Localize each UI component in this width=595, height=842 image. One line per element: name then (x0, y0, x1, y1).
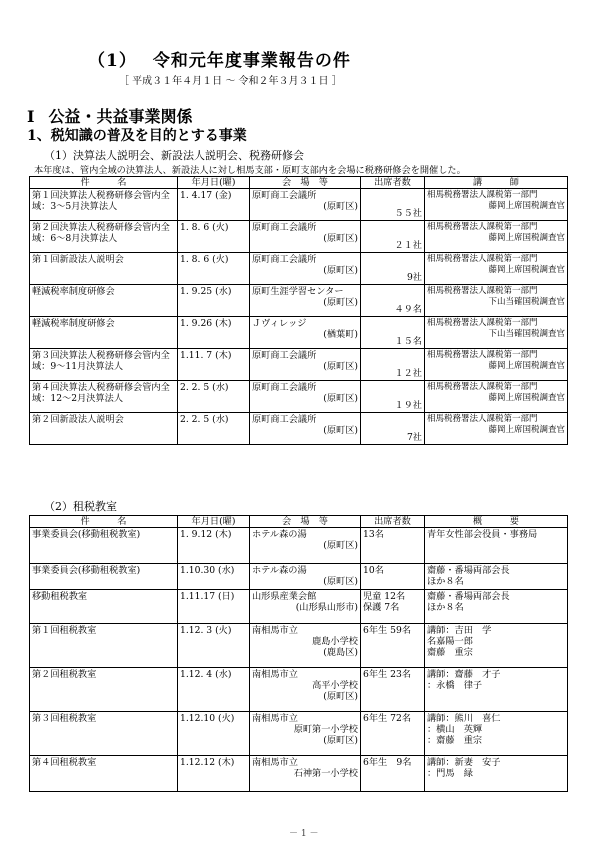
instructor-office: 相馬税務署法人課税第一部門 (427, 318, 538, 328)
venue-name: 原町商工会議所 (252, 414, 317, 425)
event-name-cell: 第１回決算法人税務研修会管内全域：3～5月決算法人 (30, 189, 178, 221)
column-header: 年月日(曜) (178, 177, 250, 189)
venue-area: (原町区) (323, 576, 358, 587)
date-cell: 1.12. 4 (水) (178, 668, 250, 712)
overview-line: ：門馬 緑 (427, 768, 473, 779)
venue-area: (原町区) (323, 540, 358, 551)
table-row (30, 624, 568, 668)
venue-cell (250, 253, 361, 285)
venue-cell (250, 317, 361, 349)
attendance-main: 13名 (363, 529, 384, 540)
attendance-cell (361, 712, 425, 756)
overview-line: ：永橋 律子 (427, 680, 483, 691)
overview-line: 講師：新妻 安子 (427, 757, 501, 768)
part1-intro: 本年度は、管内全域の決算法人、新設法人に対し相馬支部・原町支部内を会場に税務研修会を開催した。 (34, 165, 466, 176)
reporting-period: ［ 平成３１年４月１日 ～ 令和２年３月３１日 ］ (119, 76, 342, 87)
venue-name: 原町商工会議所 (252, 222, 317, 233)
venue-cell (250, 668, 361, 712)
column-header: 出席者数 (361, 177, 425, 189)
venue-name: 南相馬市立 (252, 625, 298, 636)
attendance-main: 6年生 9名 (363, 757, 412, 768)
attendance-cell: １５名 (361, 317, 425, 349)
date-cell: 1.12.10 (火) (178, 712, 250, 756)
venue-name: 原町商工会議所 (252, 190, 317, 201)
venue-area: (楢葉町) (323, 329, 358, 340)
instructor-name: 藤岡上席国税調査官 (488, 393, 565, 403)
date-cell: 1.12.12 (木) (178, 756, 250, 792)
instructor-name: 下山当確国税調査官 (488, 297, 565, 307)
venue-area: (鹿島区) (323, 647, 358, 658)
date-cell: 1. 9.26 (木) (178, 317, 250, 349)
venue-area: (原町区) (323, 297, 358, 308)
seminar-table (29, 176, 568, 445)
attendance-cell: ５５社 (361, 189, 425, 221)
venue-area: (原町区) (323, 361, 358, 372)
part1-heading: （1）決算法人説明会、新設法人説明会、税務研修会 (44, 149, 304, 162)
venue-name: 原町商工会議所 (252, 350, 317, 361)
event-name-cell: 第４回決算法人税務研修会管内全域：12～2月決算法人 (30, 381, 178, 413)
overview-cell (425, 712, 568, 756)
venue-name: 南相馬市立 (252, 713, 298, 724)
date-cell: 1.10.30 (水) (178, 564, 250, 590)
venue-cell (250, 221, 361, 253)
instructor-name: 藤岡上席国税調査官 (488, 265, 565, 275)
instructor-name: 藤岡上席国税調査官 (488, 233, 565, 243)
venue-school: 高平小学校 (312, 680, 358, 691)
venue-cell (250, 413, 361, 445)
attendance-cell: 7社 (361, 413, 425, 445)
venue-name: 山形県産業会館 (252, 591, 317, 602)
column-header: 概 要 (425, 516, 568, 528)
part2-heading: （2）租税教室 (44, 500, 117, 513)
event-name-cell: 第１回新設法人説明会 (30, 253, 178, 285)
instructor-office: 相馬税務署法人課税第一部門 (427, 414, 538, 424)
venue-cell (250, 349, 361, 381)
venue-area: (原町区) (323, 265, 358, 276)
title-number: （1） (88, 51, 137, 71)
overview-line: 講師：吉田 学 (427, 625, 492, 636)
table-row (30, 528, 568, 564)
instructor-office: 相馬税務署法人課税第一部門 (427, 190, 538, 200)
date-cell: 1. 9.12 (木) (178, 528, 250, 564)
overview-line: ：齋藤 重宗 (427, 735, 483, 746)
attendance-cell (361, 624, 425, 668)
table-row (30, 712, 568, 756)
attendance-main: 6年生 59名 (363, 625, 412, 636)
document-title (88, 46, 351, 71)
date-cell: 1. 9.25 (水) (178, 285, 250, 317)
instructor-office: 相馬税務署法人課税第一部門 (427, 254, 538, 264)
venue-cell (250, 590, 361, 624)
venue-cell (250, 564, 361, 590)
venue-area: (原町区) (323, 233, 358, 244)
page-number: － 1 － (289, 829, 319, 839)
overview-line: 講師：齋藤 才子 (427, 669, 501, 680)
overview-line: ほか８名 (427, 576, 464, 587)
date-cell: 1.12. 3 (火) (178, 624, 250, 668)
venue-school: 石神第一小学校 (293, 768, 358, 779)
overview-line: 齋藤・番場両部会長 (427, 565, 510, 576)
attendance-cell: ２１社 (361, 221, 425, 253)
venue-area: (原町区) (323, 425, 358, 436)
attendance-main: 児童 12名 (363, 591, 406, 602)
event-name-cell: 事業委員会(移動租税教室) (30, 528, 178, 564)
subsection-heading: 1、税知識の普及を目的とする事業 (27, 128, 247, 144)
instructor-office: 相馬税務署法人課税第一部門 (427, 286, 538, 296)
attendance-main: 6年生 72名 (363, 713, 412, 724)
event-name-cell: 軽減税率制度研修会 (30, 285, 178, 317)
instructor-office: 相馬税務署法人課税第一部門 (427, 222, 538, 232)
venue-name: 南相馬市立 (252, 757, 298, 768)
table-row (30, 668, 568, 712)
instructor-cell (425, 253, 568, 285)
overview-line: 講師：熊川 喜仁 (427, 713, 501, 724)
event-name-cell: 第２回決算法人税務研修会管内全域：6～8月決算法人 (30, 221, 178, 253)
column-header: 件 名 (30, 177, 178, 189)
table-row (30, 564, 568, 590)
title-text: 令和元年度事業報告の件 (152, 51, 351, 71)
venue-cell (250, 712, 361, 756)
instructor-office: 相馬税務署法人課税第一部門 (427, 350, 538, 360)
venue-name: 原町生涯学習センター (252, 286, 344, 297)
section-title: 公益・共益事業関係 (48, 107, 193, 126)
instructor-name: 藤岡上席国税調査官 (488, 425, 565, 435)
venue-cell (250, 381, 361, 413)
table-header-row (30, 516, 568, 528)
attendance-cell (361, 528, 425, 564)
venue-area: (山形県山形市) (295, 602, 358, 613)
event-name-cell: 事業委員会(移動租税教室) (30, 564, 178, 590)
attendance-cell (361, 564, 425, 590)
event-name-cell: 第３回決算法人税務研修会管内全域：9～11月決算法人 (30, 349, 178, 381)
venue-name: ホテル森の湯 (252, 565, 307, 576)
attendance-main: 10名 (363, 565, 384, 576)
overview-cell (425, 624, 568, 668)
instructor-office: 相馬税務署法人課税第一部門 (427, 382, 538, 392)
overview-cell (425, 590, 568, 624)
instructor-cell (425, 349, 568, 381)
attendance-cell (361, 756, 425, 792)
table-row (30, 413, 568, 445)
attendance-cell: ４９名 (361, 285, 425, 317)
date-cell: 2. 2. 5 (水) (178, 413, 250, 445)
venue-cell (250, 624, 361, 668)
attendance-main: 6年生 23名 (363, 669, 412, 680)
venue-name: 原町商工会議所 (252, 254, 317, 265)
venue-school: 原町第一小学校 (293, 724, 358, 735)
overview-line: ：横山 英輝 (427, 724, 483, 735)
instructor-cell (425, 413, 568, 445)
overview-cell (425, 564, 568, 590)
venue-school: 鹿島小学校 (312, 636, 358, 647)
venue-name: 原町商工会議所 (252, 382, 317, 393)
table-header-row (30, 177, 568, 189)
overview-cell (425, 756, 568, 792)
table-row (30, 221, 568, 253)
table-row (30, 381, 568, 413)
section-numeral: Ⅰ (27, 107, 35, 126)
instructor-cell (425, 189, 568, 221)
instructor-name: 下山当確国税調査官 (488, 329, 565, 339)
overview-line: ほか８名 (427, 602, 464, 613)
venue-name: 南相馬市立 (252, 669, 298, 680)
overview-line: 齋藤 重宗 (427, 647, 473, 658)
instructor-cell (425, 221, 568, 253)
venue-cell (250, 189, 361, 221)
venue-area: (原町区) (323, 201, 358, 212)
venue-area: (原町区) (323, 735, 358, 746)
overview-line: 名嘉陽一郎 (427, 636, 473, 647)
overview-cell (425, 668, 568, 712)
column-header: 会 場 等 (250, 177, 361, 189)
attendance-cell (361, 590, 425, 624)
tax-class-table (29, 515, 568, 792)
venue-name: Ｊヴィレッジ (252, 318, 307, 329)
column-header: 年月日(曜) (178, 516, 250, 528)
event-name-cell: 第２回租税教室 (30, 668, 178, 712)
table-row (30, 590, 568, 624)
table-row (30, 349, 568, 381)
attendance-extra: 保護 7名 (363, 602, 400, 613)
venue-area: (原町区) (323, 393, 358, 404)
column-header: 会 場 等 (250, 516, 361, 528)
date-cell: 1. 4.17 (金) (178, 189, 250, 221)
table-row (30, 285, 568, 317)
event-name-cell: 軽減税率制度研修会 (30, 317, 178, 349)
overview-line: 青年女性部会役員・事務局 (427, 529, 538, 540)
attendance-cell: １９社 (361, 381, 425, 413)
date-cell: 2. 2. 5 (水) (178, 381, 250, 413)
date-cell: 1. 8. 6 (火) (178, 253, 250, 285)
attendance-cell: 9社 (361, 253, 425, 285)
event-name-cell: 第１回租税教室 (30, 624, 178, 668)
table-row (30, 189, 568, 221)
date-cell: 1. 8. 6 (火) (178, 221, 250, 253)
instructor-name: 藤岡上席国税調査官 (488, 201, 565, 211)
table-row (30, 756, 568, 792)
overview-line: 齋藤・番場両部会長 (427, 591, 510, 602)
venue-area: (原町区) (323, 691, 358, 702)
date-cell: 1.11.17 (日) (178, 590, 250, 624)
column-header: 講 師 (425, 177, 568, 189)
venue-cell (250, 285, 361, 317)
overview-cell (425, 528, 568, 564)
column-header: 出席者数 (361, 516, 425, 528)
venue-cell (250, 528, 361, 564)
instructor-cell (425, 317, 568, 349)
venue-name: ホテル森の湯 (252, 529, 307, 540)
event-name-cell: 移動租税教室 (30, 590, 178, 624)
attendance-cell: １２社 (361, 349, 425, 381)
instructor-name: 藤岡上席国税調査官 (488, 361, 565, 371)
section-heading (27, 104, 193, 127)
event-name-cell: 第３回租税教室 (30, 712, 178, 756)
instructor-cell (425, 381, 568, 413)
event-name-cell: 第２回新設法人説明会 (30, 413, 178, 445)
table-row (30, 253, 568, 285)
attendance-cell (361, 668, 425, 712)
table-row (30, 317, 568, 349)
event-name-cell: 第４回租税教室 (30, 756, 178, 792)
date-cell: 1.11. 7 (木) (178, 349, 250, 381)
column-header: 件 名 (30, 516, 178, 528)
venue-cell (250, 756, 361, 792)
instructor-cell (425, 285, 568, 317)
